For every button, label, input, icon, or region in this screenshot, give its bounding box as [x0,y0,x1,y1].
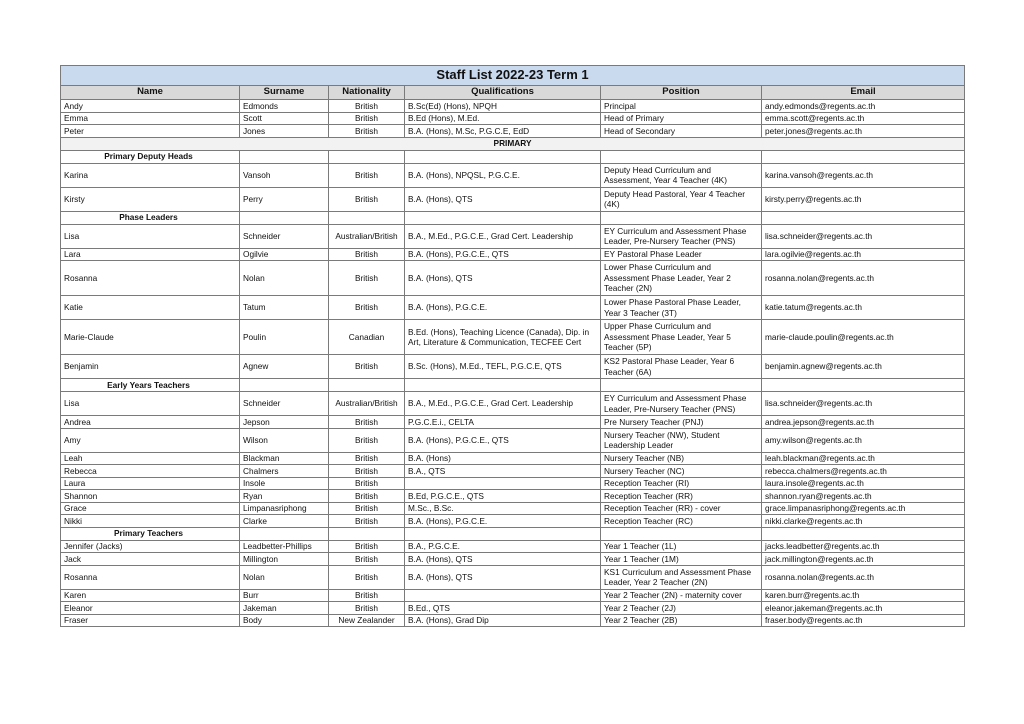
position-cell: Year 1 Teacher (1L) [601,540,762,553]
column-header-position: Position [601,86,762,100]
position-cell: EY Pastoral Phase Leader [601,248,762,261]
column-header-qualifications: Qualifications [405,86,601,100]
position-cell: Reception Teacher (RR) - cover [601,502,762,515]
qualifications-cell: B.A. (Hons), P.G.C.E., QTS [405,248,601,261]
nationality-cell: British [329,602,405,615]
column-header-nationality: Nationality [329,86,405,100]
table-row [61,614,965,627]
position-cell: Nursery Teacher (NW), Student Leadership Leader [601,428,762,452]
email-cell: karina.vansoh@regents.ac.th [762,163,965,187]
qualifications-cell: B.Ed, P.G.C.E., QTS [405,490,601,503]
position-cell: Deputy Head Pastoral, Year 4 Teacher (4K) [601,187,762,211]
name-cell: Rosanna [61,261,240,296]
name-cell: Karen [61,589,240,602]
email-cell: fraser.body@regents.ac.th [762,614,965,627]
nationality-cell: British [329,452,405,465]
section-label: PRIMARY [61,137,965,150]
qualifications-cell: B.A. (Hons), P.G.C.E., QTS [405,428,601,452]
surname-cell: Nolan [240,261,329,296]
name-cell: Rebecca [61,465,240,478]
name-cell: Lara [61,248,240,261]
table-row [61,320,965,355]
table-row [61,100,965,113]
sheet-title: Staff List 2022-23 Term 1 [61,66,965,86]
name-cell: Andrea [61,416,240,429]
column-header-row [61,86,965,100]
email-cell: andy.edmonds@regents.ac.th [762,100,965,113]
name-cell: Peter [61,125,240,138]
nationality-cell: British [329,355,405,379]
position-cell: Head of Primary [601,112,762,125]
surname-cell: Poulin [240,320,329,355]
table-row [61,355,965,379]
nationality-cell: British [329,428,405,452]
nationality-cell: British [329,100,405,113]
column-header-name: Name [61,86,240,100]
email-cell: marie-claude.poulin@regents.ac.th [762,320,965,355]
name-cell: Fraser [61,614,240,627]
position-cell: EY Curriculum and Assessment Phase Leader, Pre-Nursery Teacher (PNS) [601,224,762,248]
qualifications-cell: B.A. (Hons), QTS [405,553,601,566]
surname-cell: Jones [240,125,329,138]
nationality-cell: British [329,163,405,187]
email-cell: andrea.jepson@regents.ac.th [762,416,965,429]
position-cell: Pre Nursery Teacher (PNJ) [601,416,762,429]
table-row [61,553,965,566]
qualifications-cell: P.G.C.E.i., CELTA [405,416,601,429]
empty-cell [601,150,762,163]
qualifications-cell: B.A. (Hons), QTS [405,261,601,296]
email-cell: leah.blackman@regents.ac.th [762,452,965,465]
position-cell: Year 2 Teacher (2N) - maternity cover [601,589,762,602]
nationality-cell: Australian/British [329,392,405,416]
table-row [61,589,965,602]
table-row [61,187,965,211]
qualifications-cell: B.A. (Hons), P.G.C.E. [405,515,601,528]
surname-cell: Chalmers [240,465,329,478]
position-cell: Nursery Teacher (NB) [601,452,762,465]
position-cell: Reception Teacher (RR) [601,490,762,503]
empty-cell [240,150,329,163]
empty-cell [240,527,329,540]
position-cell: Year 2 Teacher (2J) [601,602,762,615]
surname-cell: Millington [240,553,329,566]
name-cell: Eleanor [61,602,240,615]
empty-cell [601,211,762,224]
group-header-row [61,527,965,540]
table-row [61,392,965,416]
nationality-cell: British [329,477,405,490]
email-cell: amy.wilson@regents.ac.th [762,428,965,452]
section-header-row [61,137,965,150]
position-cell: KS2 Pastoral Phase Leader, Year 6 Teacher (6A) [601,355,762,379]
nationality-cell: British [329,490,405,503]
empty-cell [240,211,329,224]
position-cell: Reception Teacher (RC) [601,515,762,528]
email-cell: jacks.leadbetter@regents.ac.th [762,540,965,553]
table-row [61,163,965,187]
nationality-cell: British [329,589,405,602]
table-row [61,125,965,138]
position-cell: Lower Phase Pastoral Phase Leader, Year 3 Teacher (3T) [601,296,762,320]
qualifications-cell: B.A. (Hons), QTS [405,187,601,211]
email-cell: lisa.schneider@regents.ac.th [762,224,965,248]
qualifications-cell: B.Ed., QTS [405,602,601,615]
qualifications-cell: M.Sc., B.Sc. [405,502,601,515]
qualifications-cell: B.Ed (Hons), M.Ed. [405,112,601,125]
staff-list-table [60,65,965,627]
qualifications-cell: B.A. (Hons), M.Sc, P.G.C.E, EdD [405,125,601,138]
table-row [61,565,965,589]
email-cell: laura.insole@regents.ac.th [762,477,965,490]
group-label: Primary Deputy Heads [61,150,240,163]
table-row [61,490,965,503]
nationality-cell: British [329,553,405,566]
name-cell: Benjamin [61,355,240,379]
position-cell: Lower Phase Curriculum and Assessment Phase Leader, Year 2 Teacher (2N) [601,261,762,296]
empty-cell [762,211,965,224]
staff-list-body [61,100,965,627]
surname-cell: Scott [240,112,329,125]
surname-cell: Burr [240,589,329,602]
name-cell: Rosanna [61,565,240,589]
qualifications-cell: B.A. (Hons), Grad Dip [405,614,601,627]
email-cell: lisa.schneider@regents.ac.th [762,392,965,416]
nationality-cell: British [329,565,405,589]
qualifications-cell: B.A., M.Ed., P.G.C.E., Grad Cert. Leadership [405,392,601,416]
name-cell: Jack [61,553,240,566]
qualifications-cell: B.A. (Hons) [405,452,601,465]
position-cell: Deputy Head Curriculum and Assessment, Year 4 Teacher (4K) [601,163,762,187]
surname-cell: Jepson [240,416,329,429]
group-label: Early Years Teachers [61,379,240,392]
table-row [61,112,965,125]
email-cell: nikki.clarke@regents.ac.th [762,515,965,528]
qualifications-cell: B.A. (Hons), QTS [405,565,601,589]
nationality-cell: British [329,465,405,478]
empty-cell [329,379,405,392]
table-row [61,224,965,248]
table-row [61,602,965,615]
empty-cell [405,211,601,224]
empty-cell [601,379,762,392]
position-cell: Upper Phase Curriculum and Assessment Phase Leader, Year 5 Teacher (5P) [601,320,762,355]
email-cell: rosanna.nolan@regents.ac.th [762,261,965,296]
table-row [61,428,965,452]
empty-cell [405,150,601,163]
empty-cell [329,211,405,224]
empty-cell [762,150,965,163]
position-cell: KS1 Curriculum and Assessment Phase Leader, Year 2 Teacher (2N) [601,565,762,589]
table-row [61,465,965,478]
qualifications-cell [405,589,601,602]
empty-cell [762,379,965,392]
name-cell: Laura [61,477,240,490]
surname-cell: Agnew [240,355,329,379]
email-cell: karen.burr@regents.ac.th [762,589,965,602]
surname-cell: Vansoh [240,163,329,187]
table-row [61,261,965,296]
table-row [61,296,965,320]
nationality-cell: Australian/British [329,224,405,248]
nationality-cell: British [329,248,405,261]
name-cell: Jennifer (Jacks) [61,540,240,553]
surname-cell: Nolan [240,565,329,589]
empty-cell [329,150,405,163]
name-cell: Kirsty [61,187,240,211]
name-cell: Lisa [61,224,240,248]
email-cell: peter.jones@regents.ac.th [762,125,965,138]
surname-cell: Ogilvie [240,248,329,261]
surname-cell: Schneider [240,224,329,248]
nationality-cell: British [329,416,405,429]
nationality-cell: British [329,125,405,138]
table-row [61,477,965,490]
name-cell: Karina [61,163,240,187]
email-cell: emma.scott@regents.ac.th [762,112,965,125]
surname-cell: Insole [240,477,329,490]
email-cell: shannon.ryan@regents.ac.th [762,490,965,503]
nationality-cell: British [329,515,405,528]
name-cell: Katie [61,296,240,320]
position-cell: Reception Teacher (RI) [601,477,762,490]
email-cell: eleanor.jakeman@regents.ac.th [762,602,965,615]
table-row [61,248,965,261]
surname-cell: Limpanasriphong [240,502,329,515]
nationality-cell: British [329,261,405,296]
surname-cell: Tatum [240,296,329,320]
empty-cell [762,527,965,540]
surname-cell: Schneider [240,392,329,416]
email-cell: grace.limpanasriphong@regents.ac.th [762,502,965,515]
name-cell: Marie-Claude [61,320,240,355]
email-cell: benjamin.agnew@regents.ac.th [762,355,965,379]
nationality-cell: British [329,540,405,553]
nationality-cell: British [329,296,405,320]
position-cell: Principal [601,100,762,113]
surname-cell: Leadbetter-Phillips [240,540,329,553]
surname-cell: Edmonds [240,100,329,113]
qualifications-cell: B.A., P.G.C.E. [405,540,601,553]
surname-cell: Ryan [240,490,329,503]
name-cell: Leah [61,452,240,465]
empty-cell [601,527,762,540]
email-cell: kirsty.perry@regents.ac.th [762,187,965,211]
surname-cell: Wilson [240,428,329,452]
nationality-cell: British [329,112,405,125]
email-cell: rebecca.chalmers@regents.ac.th [762,465,965,478]
email-cell: katie.tatum@regents.ac.th [762,296,965,320]
qualifications-cell: B.A., M.Ed., P.G.C.E., Grad Cert. Leadership [405,224,601,248]
position-cell: Year 2 Teacher (2B) [601,614,762,627]
table-row [61,515,965,528]
position-cell: EY Curriculum and Assessment Phase Leader, Pre-Nursery Teacher (PNS) [601,392,762,416]
group-label: Primary Teachers [61,527,240,540]
column-header-email: Email [762,86,965,100]
name-cell: Amy [61,428,240,452]
name-cell: Lisa [61,392,240,416]
email-cell: jack.millington@regents.ac.th [762,553,965,566]
name-cell: Grace [61,502,240,515]
nationality-cell: British [329,187,405,211]
nationality-cell: British [329,502,405,515]
qualifications-cell: B.A., QTS [405,465,601,478]
table-row [61,416,965,429]
empty-cell [240,379,329,392]
position-cell: Nursery Teacher (NC) [601,465,762,478]
qualifications-cell: B.Sc. (Hons), M.Ed., TEFL, P.G.C.E, QTS [405,355,601,379]
group-label: Phase Leaders [61,211,240,224]
table-row [61,502,965,515]
surname-cell: Blackman [240,452,329,465]
group-header-row [61,150,965,163]
surname-cell: Jakeman [240,602,329,615]
position-cell: Head of Secondary [601,125,762,138]
name-cell: Emma [61,112,240,125]
email-cell: rosanna.nolan@regents.ac.th [762,565,965,589]
qualifications-cell: B.A. (Hons), P.G.C.E. [405,296,601,320]
group-header-row [61,211,965,224]
surname-cell: Perry [240,187,329,211]
empty-cell [405,379,601,392]
qualifications-cell [405,477,601,490]
table-row [61,452,965,465]
name-cell: Andy [61,100,240,113]
position-cell: Year 1 Teacher (1M) [601,553,762,566]
surname-cell: Clarke [240,515,329,528]
qualifications-cell: B.Sc(Ed) (Hons), NPQH [405,100,601,113]
empty-cell [405,527,601,540]
email-cell: lara.ogilvie@regents.ac.th [762,248,965,261]
nationality-cell: New Zealander [329,614,405,627]
column-header-surname: Surname [240,86,329,100]
name-cell: Shannon [61,490,240,503]
group-header-row [61,379,965,392]
qualifications-cell: B.Ed. (Hons), Teaching Licence (Canada), Dip. in Art, Literature & Communication, TECFEE Cert [405,320,601,355]
name-cell: Nikki [61,515,240,528]
nationality-cell: Canadian [329,320,405,355]
surname-cell: Body [240,614,329,627]
table-row [61,540,965,553]
qualifications-cell: B.A. (Hons), NPQSL, P.G.C.E. [405,163,601,187]
empty-cell [329,527,405,540]
